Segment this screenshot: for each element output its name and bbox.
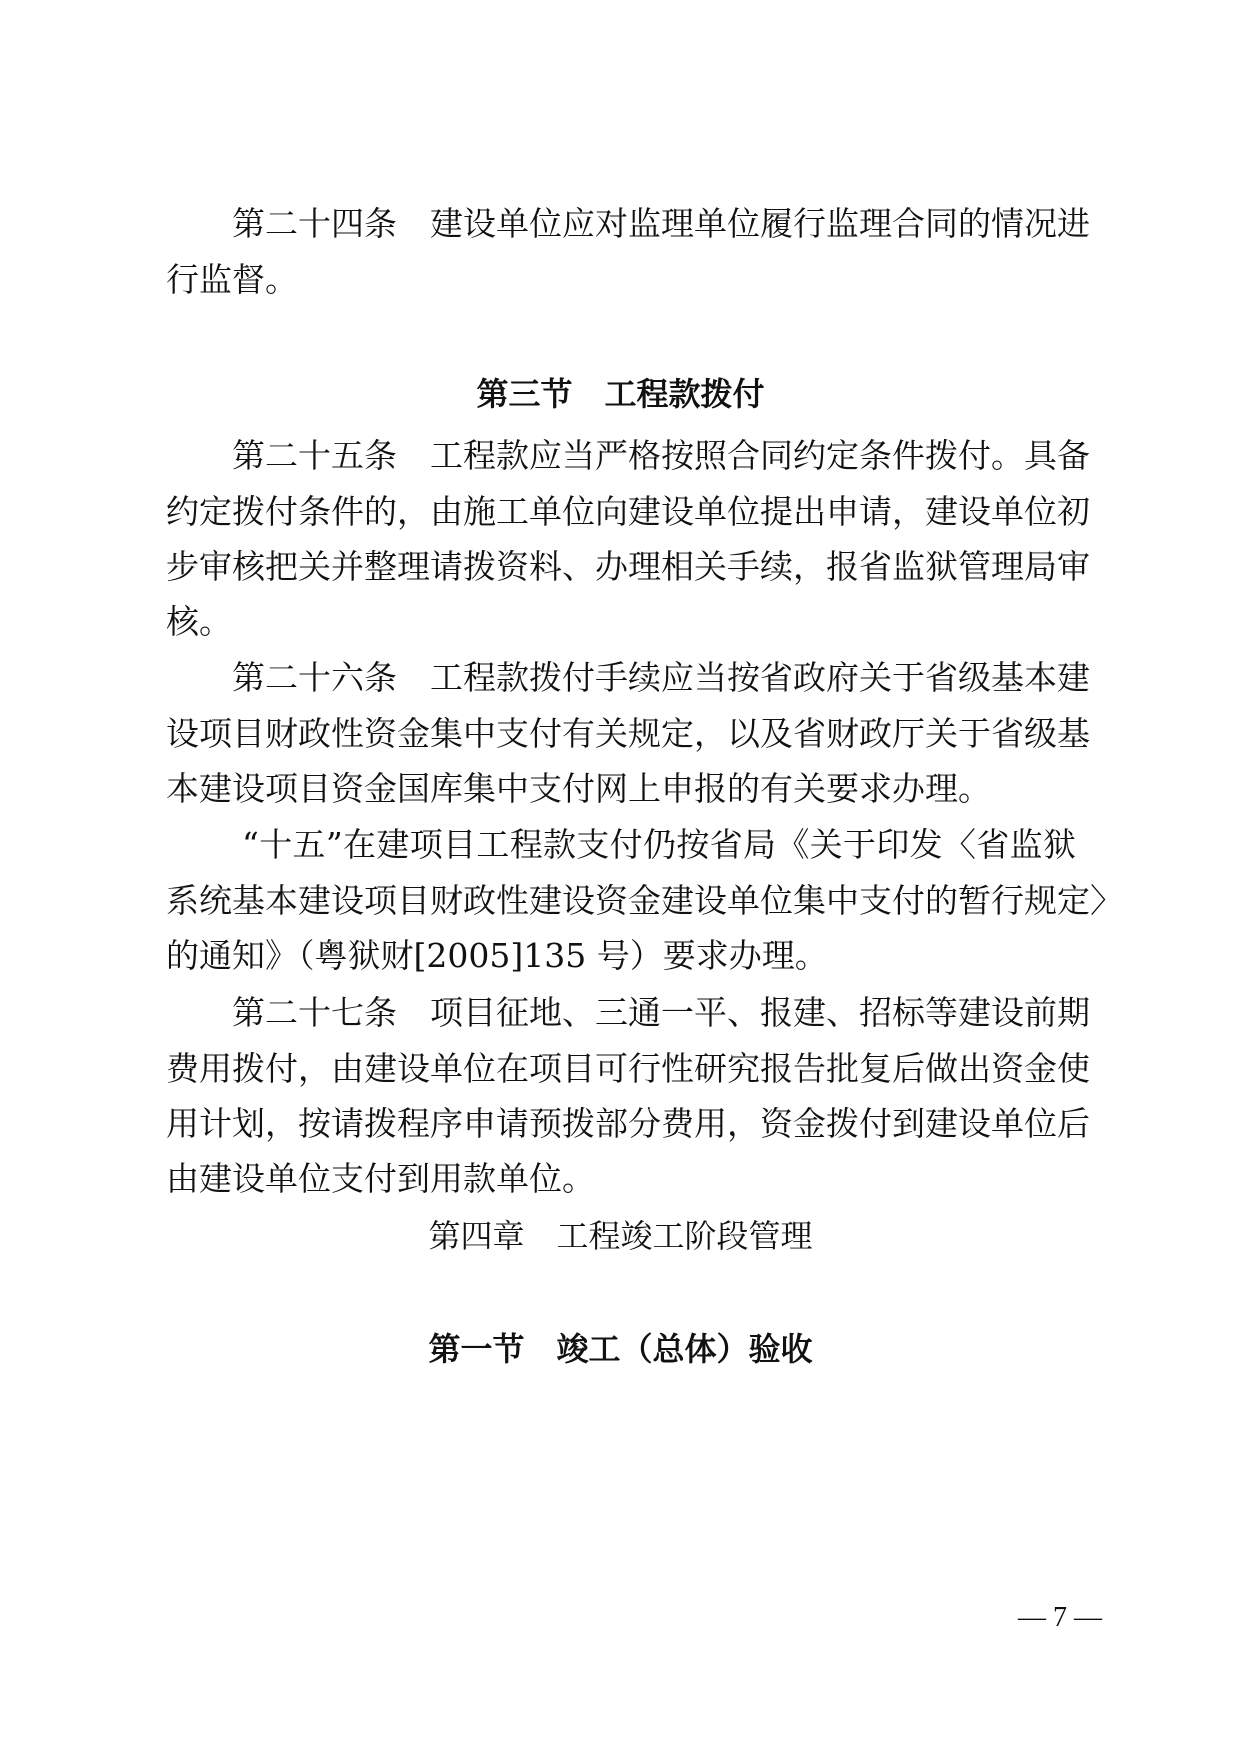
article-24-line-2: 行监督。 — [166, 260, 298, 299]
article-27-line-3: 用计划，按请拨程序申请预拨部分费用，资金拨付到建设单位后 — [166, 1104, 1090, 1143]
section-3-heading: 第三节 工程款拨付 — [476, 375, 765, 413]
note-15-line-2: 系统基本建设项目财政性建设资金建设单位集中支付的暂行规定〉 — [166, 881, 1123, 920]
article-26-line-2: 设项目财政性资金集中支付有关规定，以及省财政厅关于省级基 — [166, 714, 1090, 753]
article-27-line-4: 由建设单位支付到用款单位。 — [166, 1159, 595, 1198]
article-26-line-1: 第二十六条 工程款拨付手续应当按省政府关于省级基本建 — [232, 658, 1090, 697]
section-1-heading: 第一节 竣工（总体）验收 — [428, 1330, 813, 1368]
chapter-4-heading: 第四章 工程竣工阶段管理 — [428, 1217, 813, 1255]
article-24-line-1: 第二十四条 建设单位应对监理单位履行监理合同的情况进 — [232, 204, 1090, 243]
article-25-line-3: 步审核把关并整理请拨资料、办理相关手续，报省监狱管理局审 — [166, 547, 1090, 586]
note-15-line-3: 的通知》（粤狱财[2005]135 号）要求办理。 — [166, 936, 828, 975]
article-27-line-2: 费用拨付，由建设单位在项目可行性研究报告批复后做出资金使 — [166, 1049, 1090, 1088]
note-15-line-1: “十五”在建项目工程款支付仍按省局《关于印发〈省监狱 — [242, 825, 1076, 864]
page-number: — 7 — — [1018, 1602, 1102, 1633]
article-25-line-1: 第二十五条 工程款应当严格按照合同约定条件拨付。具备 — [232, 436, 1090, 475]
article-26-line-3: 本建设项目资金国库集中支付网上申报的有关要求办理。 — [166, 769, 991, 808]
article-25-line-2: 约定拨付条件的，由施工单位向建设单位提出申请，建设单位初 — [166, 492, 1090, 531]
article-27-line-1: 第二十七条 项目征地、三通一平、报建、招标等建设前期 — [232, 993, 1090, 1032]
article-25-line-4: 核。 — [166, 602, 232, 641]
